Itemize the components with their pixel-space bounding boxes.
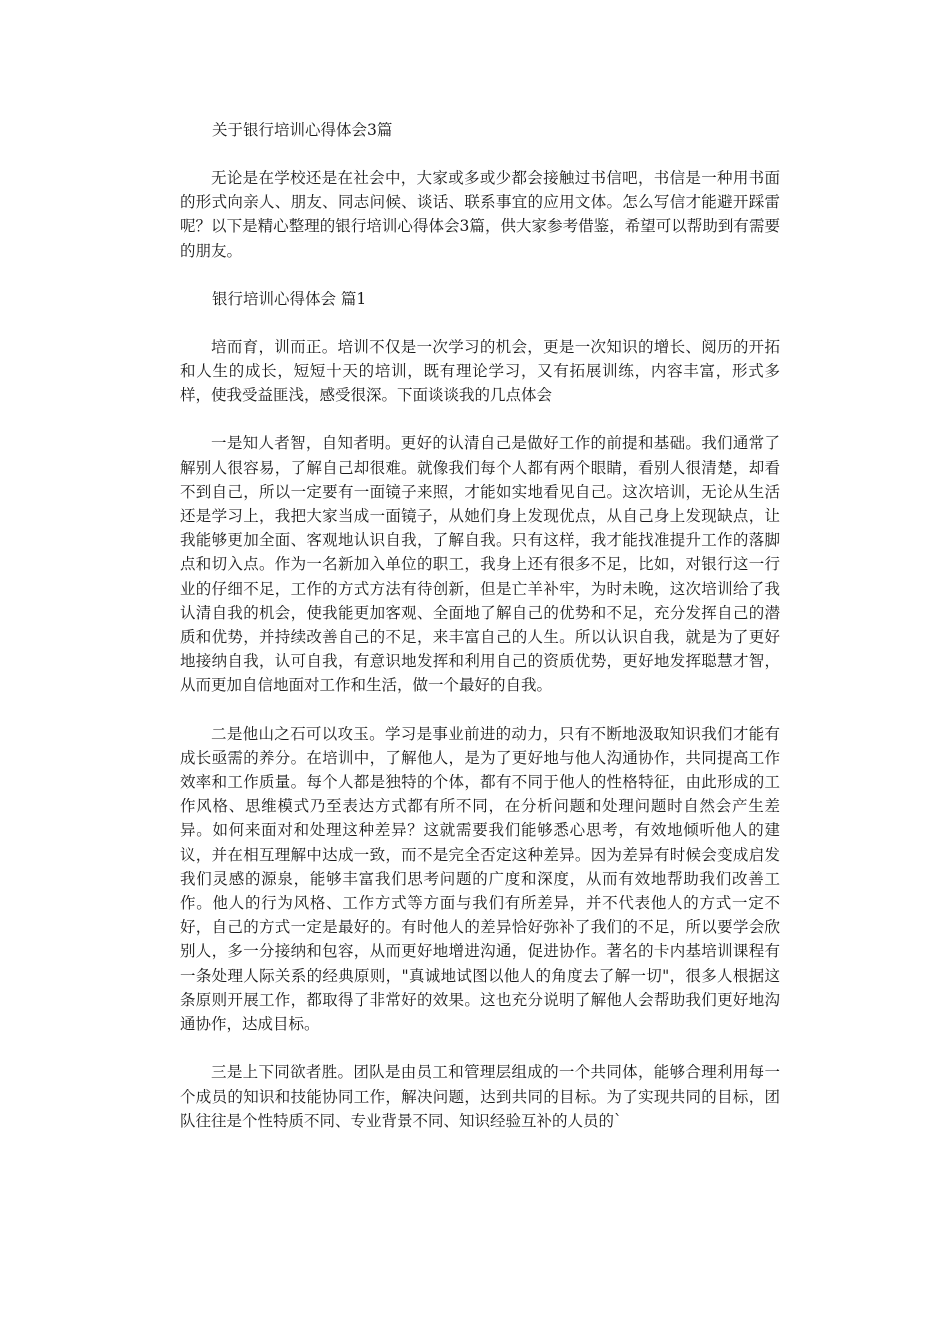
intro-paragraph: 无论是在学校还是在社会中，大家或多或少都会接触过书信吧，书信是一种用书面的形式向亲人、朋友、同志问候、谈话、联系事宜的应用文体。怎么写信才能避开踩雷呢？以下是精心整理的银行培训心得体会3篇，供大家参考借鉴，希望可以帮助到有需要的朋友。 [180,169,780,260]
body-paragraph-3: 二是他山之石可以攻玉。学习是事业前进的动力，只有不断地汲取知识我们才能有成长亟需的养分。在培训中，了解他人，是为了更好地与他人沟通协作，共同提高工作效率和工作质量。每个人都是独特的个体，都有不同于他人的性格特征，由此形成的工作风格、思维模式乃至表达方式都有所不同，在分析问题和处理问题时自然会产生差异。如何来面对和处理这种差异？这就需要我们能够悉心思考，有效地倾听他人的建议，并在相互理解中达成一致，而不是完全否定这种差异。因为差异有时候会变成启发我们灵感的源泉，能够丰富我们思考问题的广度和深度，从而有效地帮助我们改善工作。他人的行为风格、工作方式等方面与我们有所差异，并不代表他人的方式一定不好，自己的方式一定是最好的。有时他人的差异恰好弥补了我们的不足，所以要学会欣别人，多一分接纳和包容，从而更好地增进沟通，促进协作。著名的卡内基培训课程有一条处理人际关系的经典原则，"真诚地试图以他人的角度去了解一切"，很多人根据这条原则开展工作，都取得了非常好的效果。这也充分说明了解他人会帮助我们更好地沟通协作，达成目标。 [180,724,780,1034]
body-paragraph-4: 三是上下同欲者胜。团队是由员工和管理层组成的一个共同体，能够合理利用每一个成员的知识和技能协同工作，解决问题，达到共同的目标。为了实现共同的目标，团队往往是个性特质不同、专业背景不同、知识经验互补的人员的` [180,1063,780,1130]
body-paragraph-1: 培而育，训而正。培训不仅是一次学习的机会，更是一次知识的增长、阅历的开拓和人生的成长，短短十天的培训，既有理论学习，又有拓展训练，内容丰富，形式多样，使我受益匪浅，感受很深。下面谈谈我的几点体会 [180,337,780,405]
section-heading: 银行培训心得体会 篇1 [212,289,367,308]
document-page [180,118,780,1133]
body-paragraph-2: 一是知人者智，自知者明。更好的认清自己是做好工作的前提和基础。我们通常了解别人很容易，了解自己却很难。就像我们每个人都有两个眼睛，看别人很清楚，却看不到自己，所以一定要有一面镜子来照，才能如实地看见自己。这次培训，无论从生活还是学习上，我把大家当成一面镜子，从她们身上发现优点，从自己身上发现缺点，让我能够更加全面、客观地认识自我，了解自我。只有这样，我才能找准提升工作的落脚点和切入点。作为一名新加入单位的职工，我身上还有很多不足，比如，对银行这一行业的仔细不足，工作的方式方法有待创新，但是亡羊补牢，为时未晚，这次培训给了我认清自我的机会，使我能更加客观、全面地了解自己的优势和不足，充分发挥自己的潜质和优势，并持续改善自己的不足，来丰富自己的人生。所以认识自我，就是为了更好地接纳自我，认可自我，有意识地发挥和利用自己的资质优势，更好地发挥聪慧才智，从而更加自信地面对工作和生活，做一个最好的自我。 [180,434,780,695]
document-title: 关于银行培训心得体会3篇 [212,121,393,139]
